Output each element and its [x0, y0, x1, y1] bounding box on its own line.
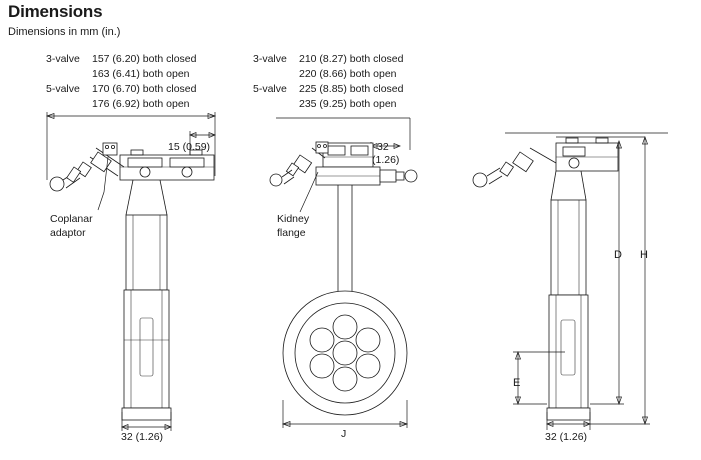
- spec-value: 176 (6.92) both open: [92, 98, 190, 110]
- dim-left-bottom: 32 (1.26): [121, 431, 164, 443]
- callout-coplanar-line1: Coplanar: [50, 213, 93, 225]
- page-subtitle: Dimensions in mm (in.): [8, 26, 121, 38]
- dim-middle-top-line2: (1.26): [372, 154, 400, 166]
- spec-label: 5-valve: [253, 83, 287, 95]
- spec-value: 225 (8.85) both closed: [299, 83, 404, 95]
- spec-value: 163 (6.41) both open: [92, 68, 190, 80]
- spec-value: 210 (8.27) both closed: [299, 53, 404, 65]
- page-title: Dimensions: [8, 2, 103, 21]
- callout-coplanar-line2: adaptor: [50, 227, 86, 239]
- dim-left-top: 15 (0.59): [168, 141, 211, 153]
- spec-label: 5-valve: [46, 83, 80, 95]
- spec-label: 3-valve: [253, 53, 287, 65]
- spec-value: 220 (8.66) both open: [299, 68, 397, 80]
- dim-right-D: D: [614, 249, 622, 261]
- callout-kidney-line2: flange: [277, 227, 306, 239]
- spec-label: 3-valve: [46, 53, 80, 65]
- left-view-coplanar: [47, 112, 215, 431]
- spec-value: 157 (6.20) both closed: [92, 53, 197, 65]
- callout-kidney-line1: Kidney: [277, 213, 310, 225]
- right-view-side: [473, 133, 668, 430]
- dim-right-H: H: [640, 249, 648, 261]
- spec-value: 170 (6.70) both closed: [92, 83, 197, 95]
- dim-middle-top-line1: 32: [377, 141, 389, 153]
- dim-right-bottom: 32 (1.26): [545, 431, 588, 443]
- dim-middle-bottom-J: J: [341, 428, 347, 440]
- spec-value: 235 (9.25) both open: [299, 98, 397, 110]
- dim-right-E: E: [513, 377, 521, 389]
